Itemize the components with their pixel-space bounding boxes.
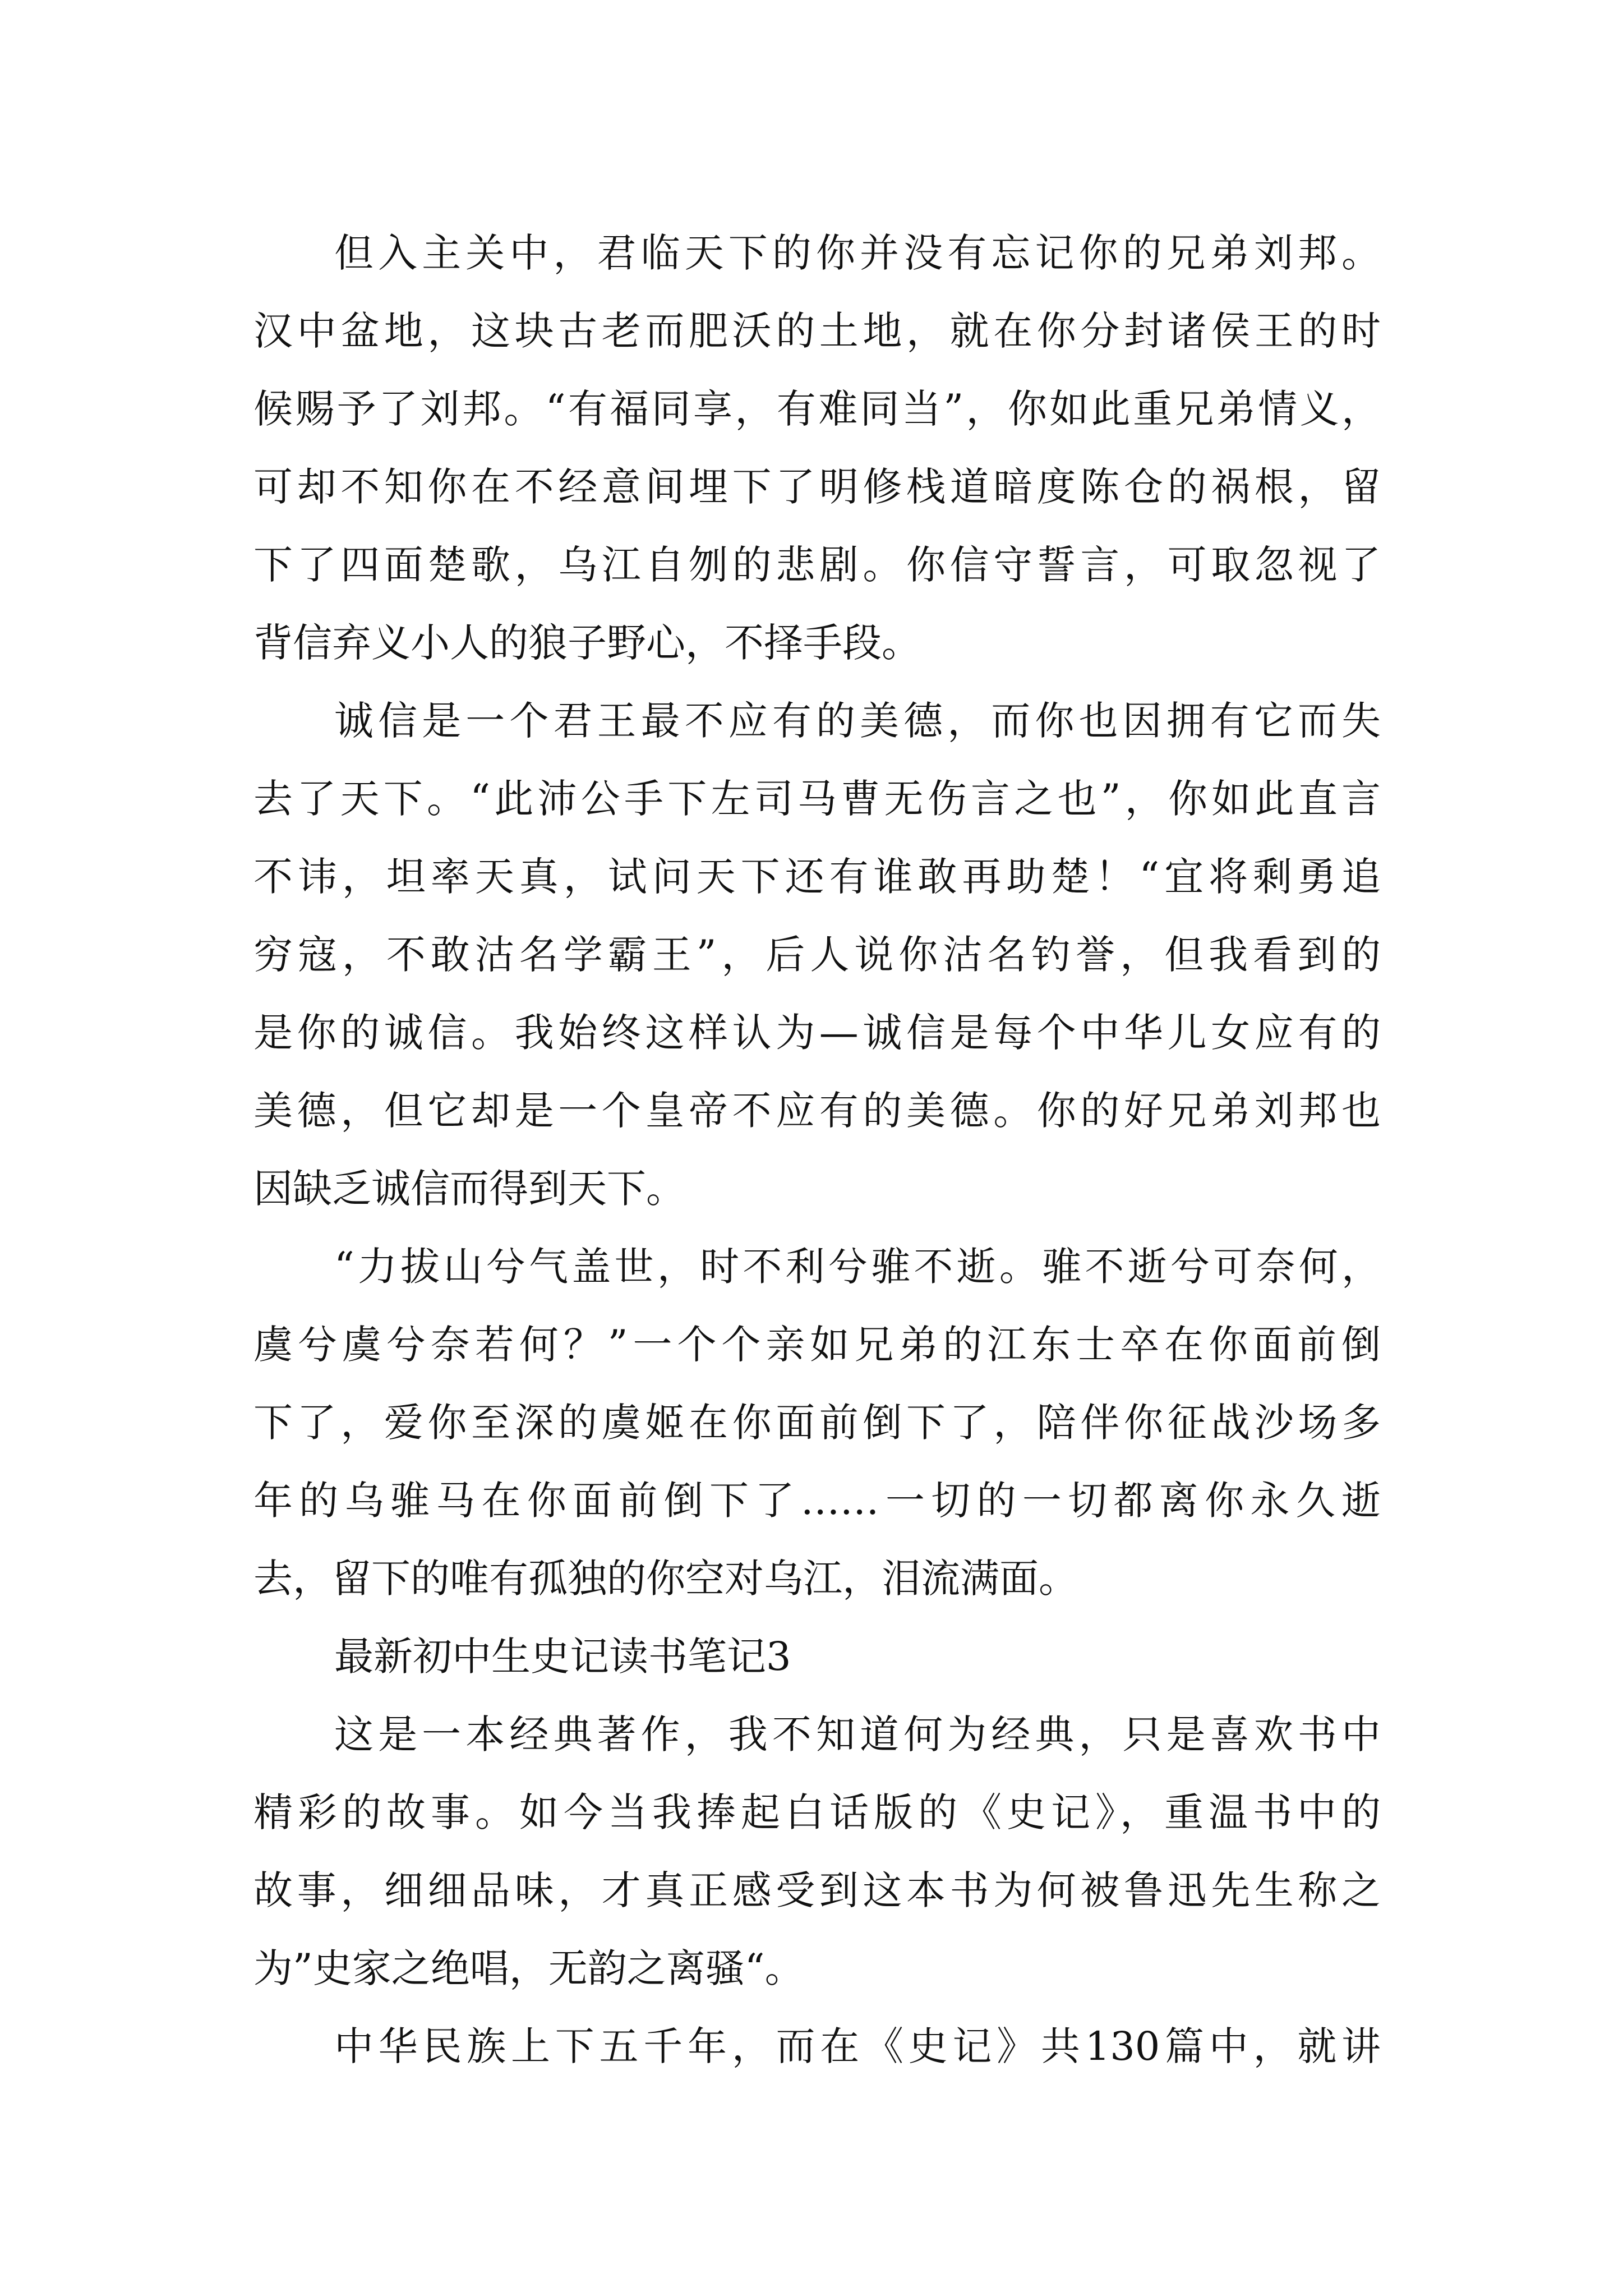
text-line: “力拔山兮气盖世，时不利兮骓不逝。骓不逝兮可奈何， xyxy=(334,1244,1381,1290)
text-line: 美德，但它却是一个皇帝不应有的美德。你的好兄弟刘邦也 xyxy=(253,1088,1381,1134)
text-line: 候赐予了刘邦。“有福同享，有难同当”，你如此重兄弟情义， xyxy=(253,386,1381,432)
paragraph xyxy=(253,2008,1381,2086)
paragraph xyxy=(253,214,1381,682)
text-line: 中华民族上下五千年，而在《史记》共130篇中，就讲 xyxy=(334,2023,1381,2069)
paragraph xyxy=(253,1228,1381,1618)
text-line: 年的乌骓马在你面前倒下了……一切的一切都离你永久逝 xyxy=(253,1478,1381,1524)
text-line: 下了，爱你至深的虞姬在你面前倒下了，陪伴你征战沙场多 xyxy=(253,1400,1381,1446)
text-line: 背信弃义小人的狼子野心，不择手段。 xyxy=(253,620,921,666)
text-line: 虞兮虞兮奈若何？”一个个亲如兄弟的江东士卒在你面前倒 xyxy=(253,1322,1381,1368)
text-line: 汉中盆地，这块古老而肥沃的土地，就在你分封诸侯王的时 xyxy=(253,308,1381,354)
text-line: 但入主关中，君临天下的你并没有忘记你的兄弟刘邦。 xyxy=(334,230,1381,276)
text-line: 下了四面楚歌，乌江自刎的悲剧。你信守誓言，可取忽视了 xyxy=(253,542,1381,588)
text-line: 可却不知你在不经意间埋下了明修栈道暗度陈仓的祸根，留 xyxy=(253,464,1381,510)
text-line: 是你的诚信。我始终这样认为—诚信是每个中华儿女应有的 xyxy=(253,1010,1381,1056)
text-line: 诚信是一个君王最不应有的美德，而你也因拥有它而失 xyxy=(334,698,1381,744)
text-line: 为”史家之绝唱，无韵之离骚“。 xyxy=(253,1945,804,1991)
text-line: 去，留下的唯有孤独的你空对乌江，泪流满面。 xyxy=(253,1556,1078,1602)
section-heading xyxy=(253,1618,1381,1696)
body-text xyxy=(253,214,1381,2086)
text-line: 精彩的故事。如今当我捧起白话版的《史记》，重温书中的 xyxy=(253,1789,1381,1835)
text-line: 不讳，坦率天真，试问天下还有谁敢再助楚！“宜将剩勇追 xyxy=(253,854,1381,900)
paragraph xyxy=(253,682,1381,1228)
text-line: 这是一本经典著作，我不知道何为经典，只是喜欢书中 xyxy=(334,1711,1381,1757)
text-line: 穷寇，不敢沽名学霸王”，后人说你沽名钓誉，但我看到的 xyxy=(253,932,1381,978)
section-heading-text: 最新初中生史记读书笔记3 xyxy=(334,1634,791,1680)
text-line: 去了天下。“此沛公手下左司马曹无伤言之也”，你如此直言 xyxy=(253,776,1381,822)
text-line: 故事，细细品味，才真正感受到这本书为何被鲁迅先生称之 xyxy=(253,1867,1381,1913)
paragraph xyxy=(253,1696,1381,2008)
text-line: 因缺乏诚信而得到天下。 xyxy=(253,1166,685,1212)
